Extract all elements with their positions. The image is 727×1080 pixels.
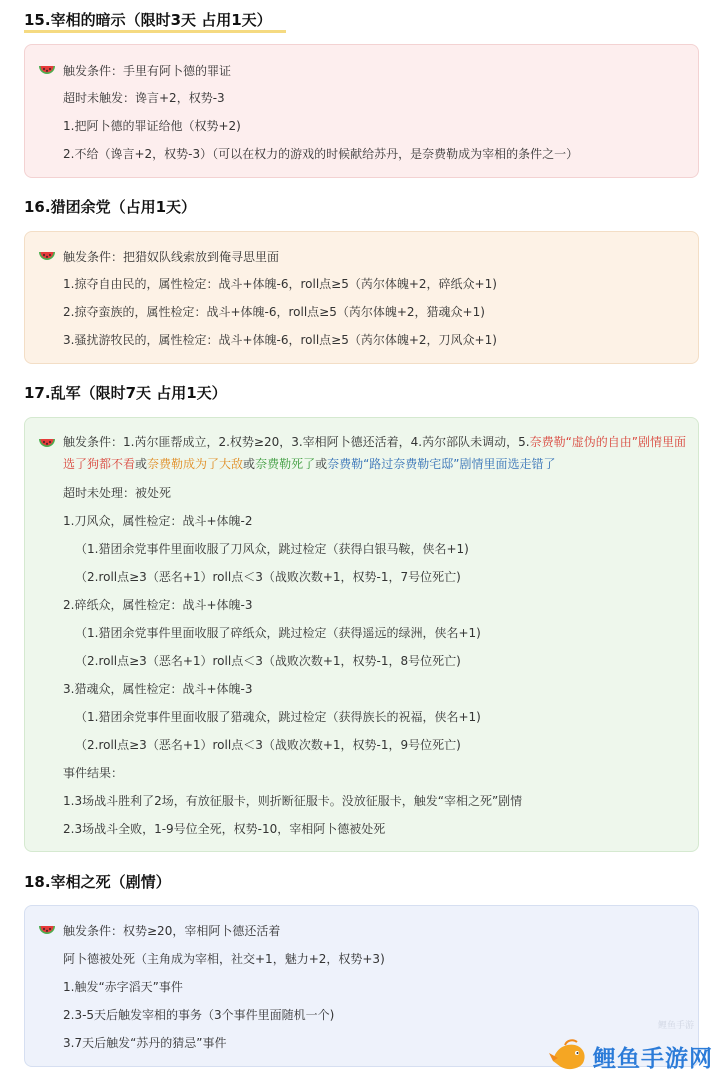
- watermelon-icon: [38, 924, 56, 938]
- sub-option-line: （1.猎团余党事件里面收服了碎纸众，跳过检定（获得遥远的绿洲，侠名+1): [75, 626, 481, 640]
- timeout-line: 超时未触发：谗言+2，权势-3: [63, 91, 225, 105]
- section-17-title: 17.乱军（限时7天 占用1天）: [24, 384, 227, 402]
- sub-option-line: （1.猎团余党事件里面收服了刀风众，跳过检定（获得白银马鞍，侠名+1): [75, 542, 469, 556]
- option-line: 1.把阿卜德的罪证给他（权势+2): [63, 119, 241, 133]
- section-16-title: 16.猎团余党（占用1天）: [24, 198, 197, 216]
- option-line: 3.骚扰游牧民的，属性检定：战斗+体魄-6，roll点≥5（芮尔体魄+2，刀风众+1): [63, 333, 497, 347]
- trigger-condition: 触发条件：把猎奴队线索放到俺寻思里面: [63, 250, 280, 264]
- option-line: 2.掠夺蛮族的，属性检定：战斗+体魄-6，roll点≥5（芮尔体魄+2，猎魂众+1): [63, 305, 485, 319]
- option-line: 1.掠夺自由民的，属性检定：战斗+体魄-6，roll点≥5（芮尔体魄+2，碎纸众+1): [63, 277, 497, 291]
- brand-text: 鲤鱼手游网: [593, 1045, 713, 1072]
- option-line: 2.3-5天后触发宰相的事务（3个事件里面随机一个): [63, 1008, 335, 1022]
- condition-highlight-green: 奈费勒死了: [255, 457, 316, 471]
- sub-option-line: （2.roll点≥3（恶名+1）roll点＜3（战败次数+1，权势-1，9号位死亡): [75, 738, 461, 752]
- option-line: 2.不给（谗言+2，权势-3）（可以在权力的游戏的时候献给苏丹，是奈费勒成为宰相的条件之一）: [63, 147, 579, 161]
- check-line: 3.猎魂众，属性检定：战斗+体魄-3: [63, 682, 253, 696]
- trigger-condition: 触发条件：权势≥20，宰相阿卜德还活着: [63, 924, 281, 938]
- or-text: 或: [135, 457, 148, 471]
- title-underline: [24, 30, 286, 33]
- sub-option-line: （1.猎团余党事件里面收服了猎魂众，跳过检定（获得族长的祝福，侠名+1): [75, 710, 481, 724]
- or-text: 或: [315, 457, 328, 471]
- trigger-condition: 触发条件：手里有阿卜德的罪证: [63, 64, 232, 78]
- condition-text: 触发条件：1.芮尔匪帮成立，2.权势≥20，3.宰相阿卜德还活着，4.芮尔部队未调动，5.: [63, 435, 530, 449]
- or-text: 或: [243, 457, 256, 471]
- condition-highlight-orange: 奈费勒成为了大敌: [147, 457, 244, 471]
- sub-option-line: （2.roll点≥3（恶名+1）roll点＜3（战败次数+1，权势-1，7号位死亡): [75, 570, 461, 584]
- result-line: 阿卜德被处死（主角成为宰相，社交+1，魅力+2，权势+3): [63, 952, 385, 966]
- option-line: 1.触发“赤字滔天”事件: [63, 980, 183, 994]
- section-18-title: 18.宰相之死（剧情）: [24, 873, 171, 891]
- section-15-title: 15.宰相的暗示（限时3天 占用1天）: [24, 11, 272, 29]
- section-15-box: [24, 44, 699, 178]
- result-line: 1.3场战斗胜利了2场，有放征服卡，则折断征服卡。没放征服卡，触发“宰相之死”剧情: [63, 794, 523, 808]
- watermelon-icon: [38, 437, 56, 451]
- watermelon-icon: [38, 250, 56, 264]
- condition-highlight-red: 奈费勒“虚伪的自由”剧情里面选了狗都不看: [63, 435, 687, 471]
- result-heading: 事件结果：: [63, 766, 124, 780]
- faint-watermark: 鲤鱼手游: [658, 1021, 695, 1031]
- timeout-line: 超时未处理：被处死: [63, 486, 172, 500]
- trigger-condition: [63, 431, 686, 475]
- section-17-box: [24, 417, 699, 852]
- option-line: 3.7天后触发“苏丹的猜忌”事件: [63, 1036, 227, 1050]
- result-line: 2.3场战斗全败，1-9号位全死，权势-10，宰相阿卜德被处死: [63, 822, 386, 836]
- sub-option-line: （2.roll点≥3（恶名+1）roll点＜3（战败次数+1，权势-1，8号位死亡): [75, 654, 461, 668]
- check-line: 2.碎纸众，属性检定：战斗+体魄-3: [63, 598, 253, 612]
- check-line: 1.刀风众，属性检定：战斗+体魄-2: [63, 514, 253, 528]
- section-16-box: [24, 231, 699, 364]
- carp-logo-icon: [549, 1039, 589, 1073]
- watermelon-icon: [38, 64, 56, 78]
- condition-highlight-blue: 奈费勒“路过奈费勒宅邸”剧情里面选走错了: [327, 457, 556, 471]
- site-watermark: [549, 1038, 713, 1074]
